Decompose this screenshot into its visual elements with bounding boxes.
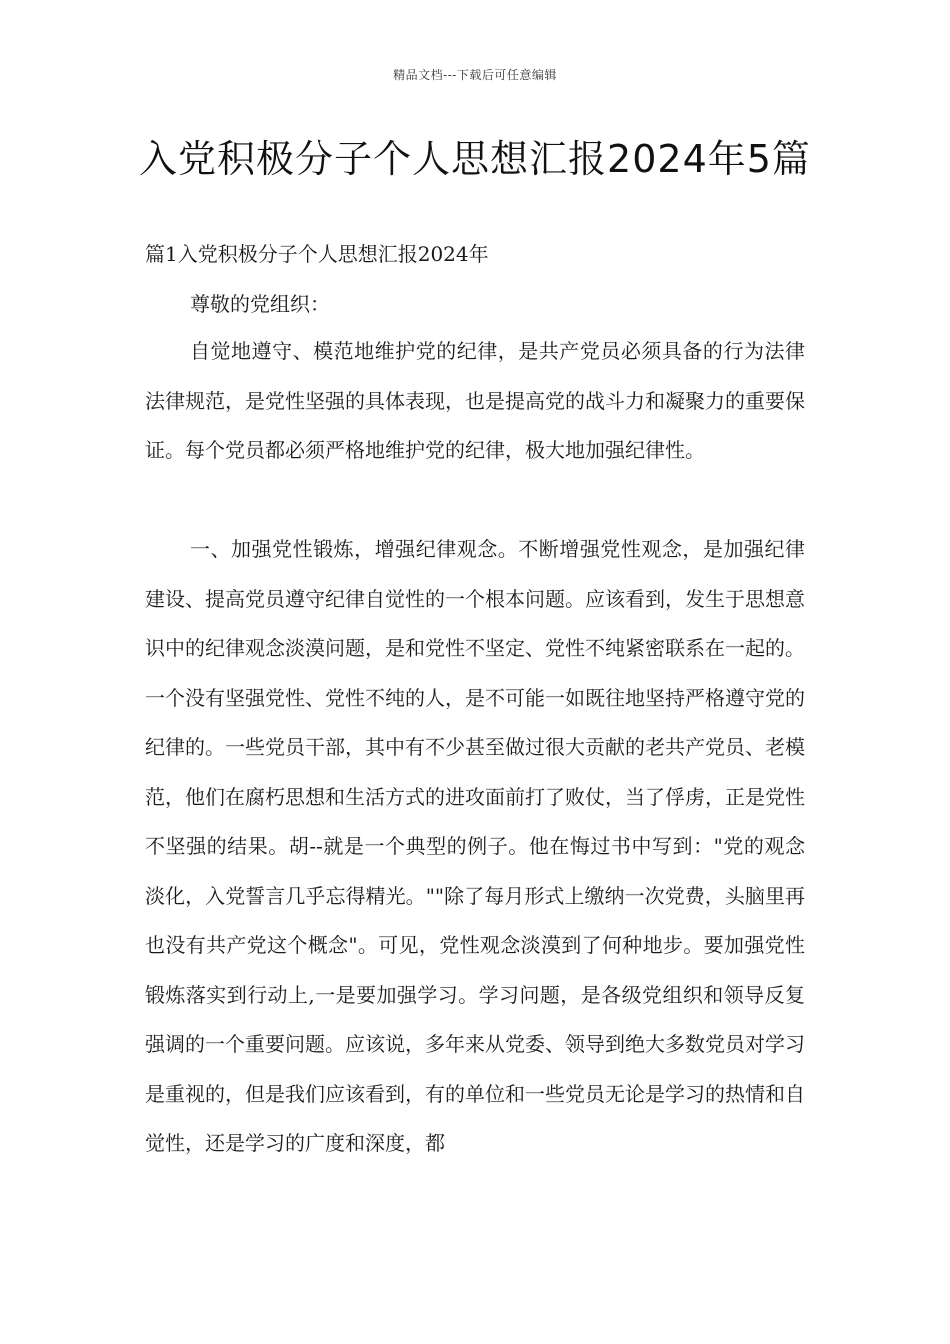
document-title: 入党积极分子个人思想汇报2024年5篇: [139, 137, 811, 181]
paragraph-1: 自觉地遵守、模范地维护党的纪律，是共产党员必须具备的行为法律法律规范，是党性坚强的具体表现，也是提高党的战斗力和凝聚力的重要保证。每个党员都必须严格地维护党的纪律，极大地加强纪律性。: [145, 339, 805, 462]
header-note: 精品文档---下载后可任意编辑: [393, 68, 557, 82]
section-heading: 篇1入党积极分子个人思想汇报2024年: [145, 242, 489, 266]
paragraph-2: 一、加强党性锻炼，增强纪律观念。不断增强党性观念，是加强纪律建设、提高党员遵守纪律自觉性的一个根本问题。应该看到，发生于思想意识中的纪律观念淡漠问题，是和党性不坚定、党性不纯紧密联系在一起的。一个没有坚强党性、党性不纯的人，是不可能一如既往地坚持严格遵守党的纪律的。一些党员干部，其中有不少甚至做过很大贡献的老共产党员、老模范，他们在腐朽思想和生活方式的进攻面前打了败仗，当了俘虏，正是党性不坚强的结果。胡--就是一个典型的例子。他在悔过书中写到："党的观念淡化，入党誓言几乎忘得精光。""除了每月形式上缴纳一次党费，头脑里再也没有共产党这个概念"。可见，党性观念淡漠到了何种地步。要加强党性锻炼落实到行动上,一是要加强学习。学习问题，是各级党组织和领导反复强调的一个重要问题。应该说，多年来从党委、领导到绝大多数党员对学习是重视的，但是我们应该看到，有的单位和一些党员无论是学习的热情和自觉性，还是学习的广度和深度，都: [145, 537, 805, 1155]
salutation: 尊敬的党组织：: [190, 292, 330, 316]
